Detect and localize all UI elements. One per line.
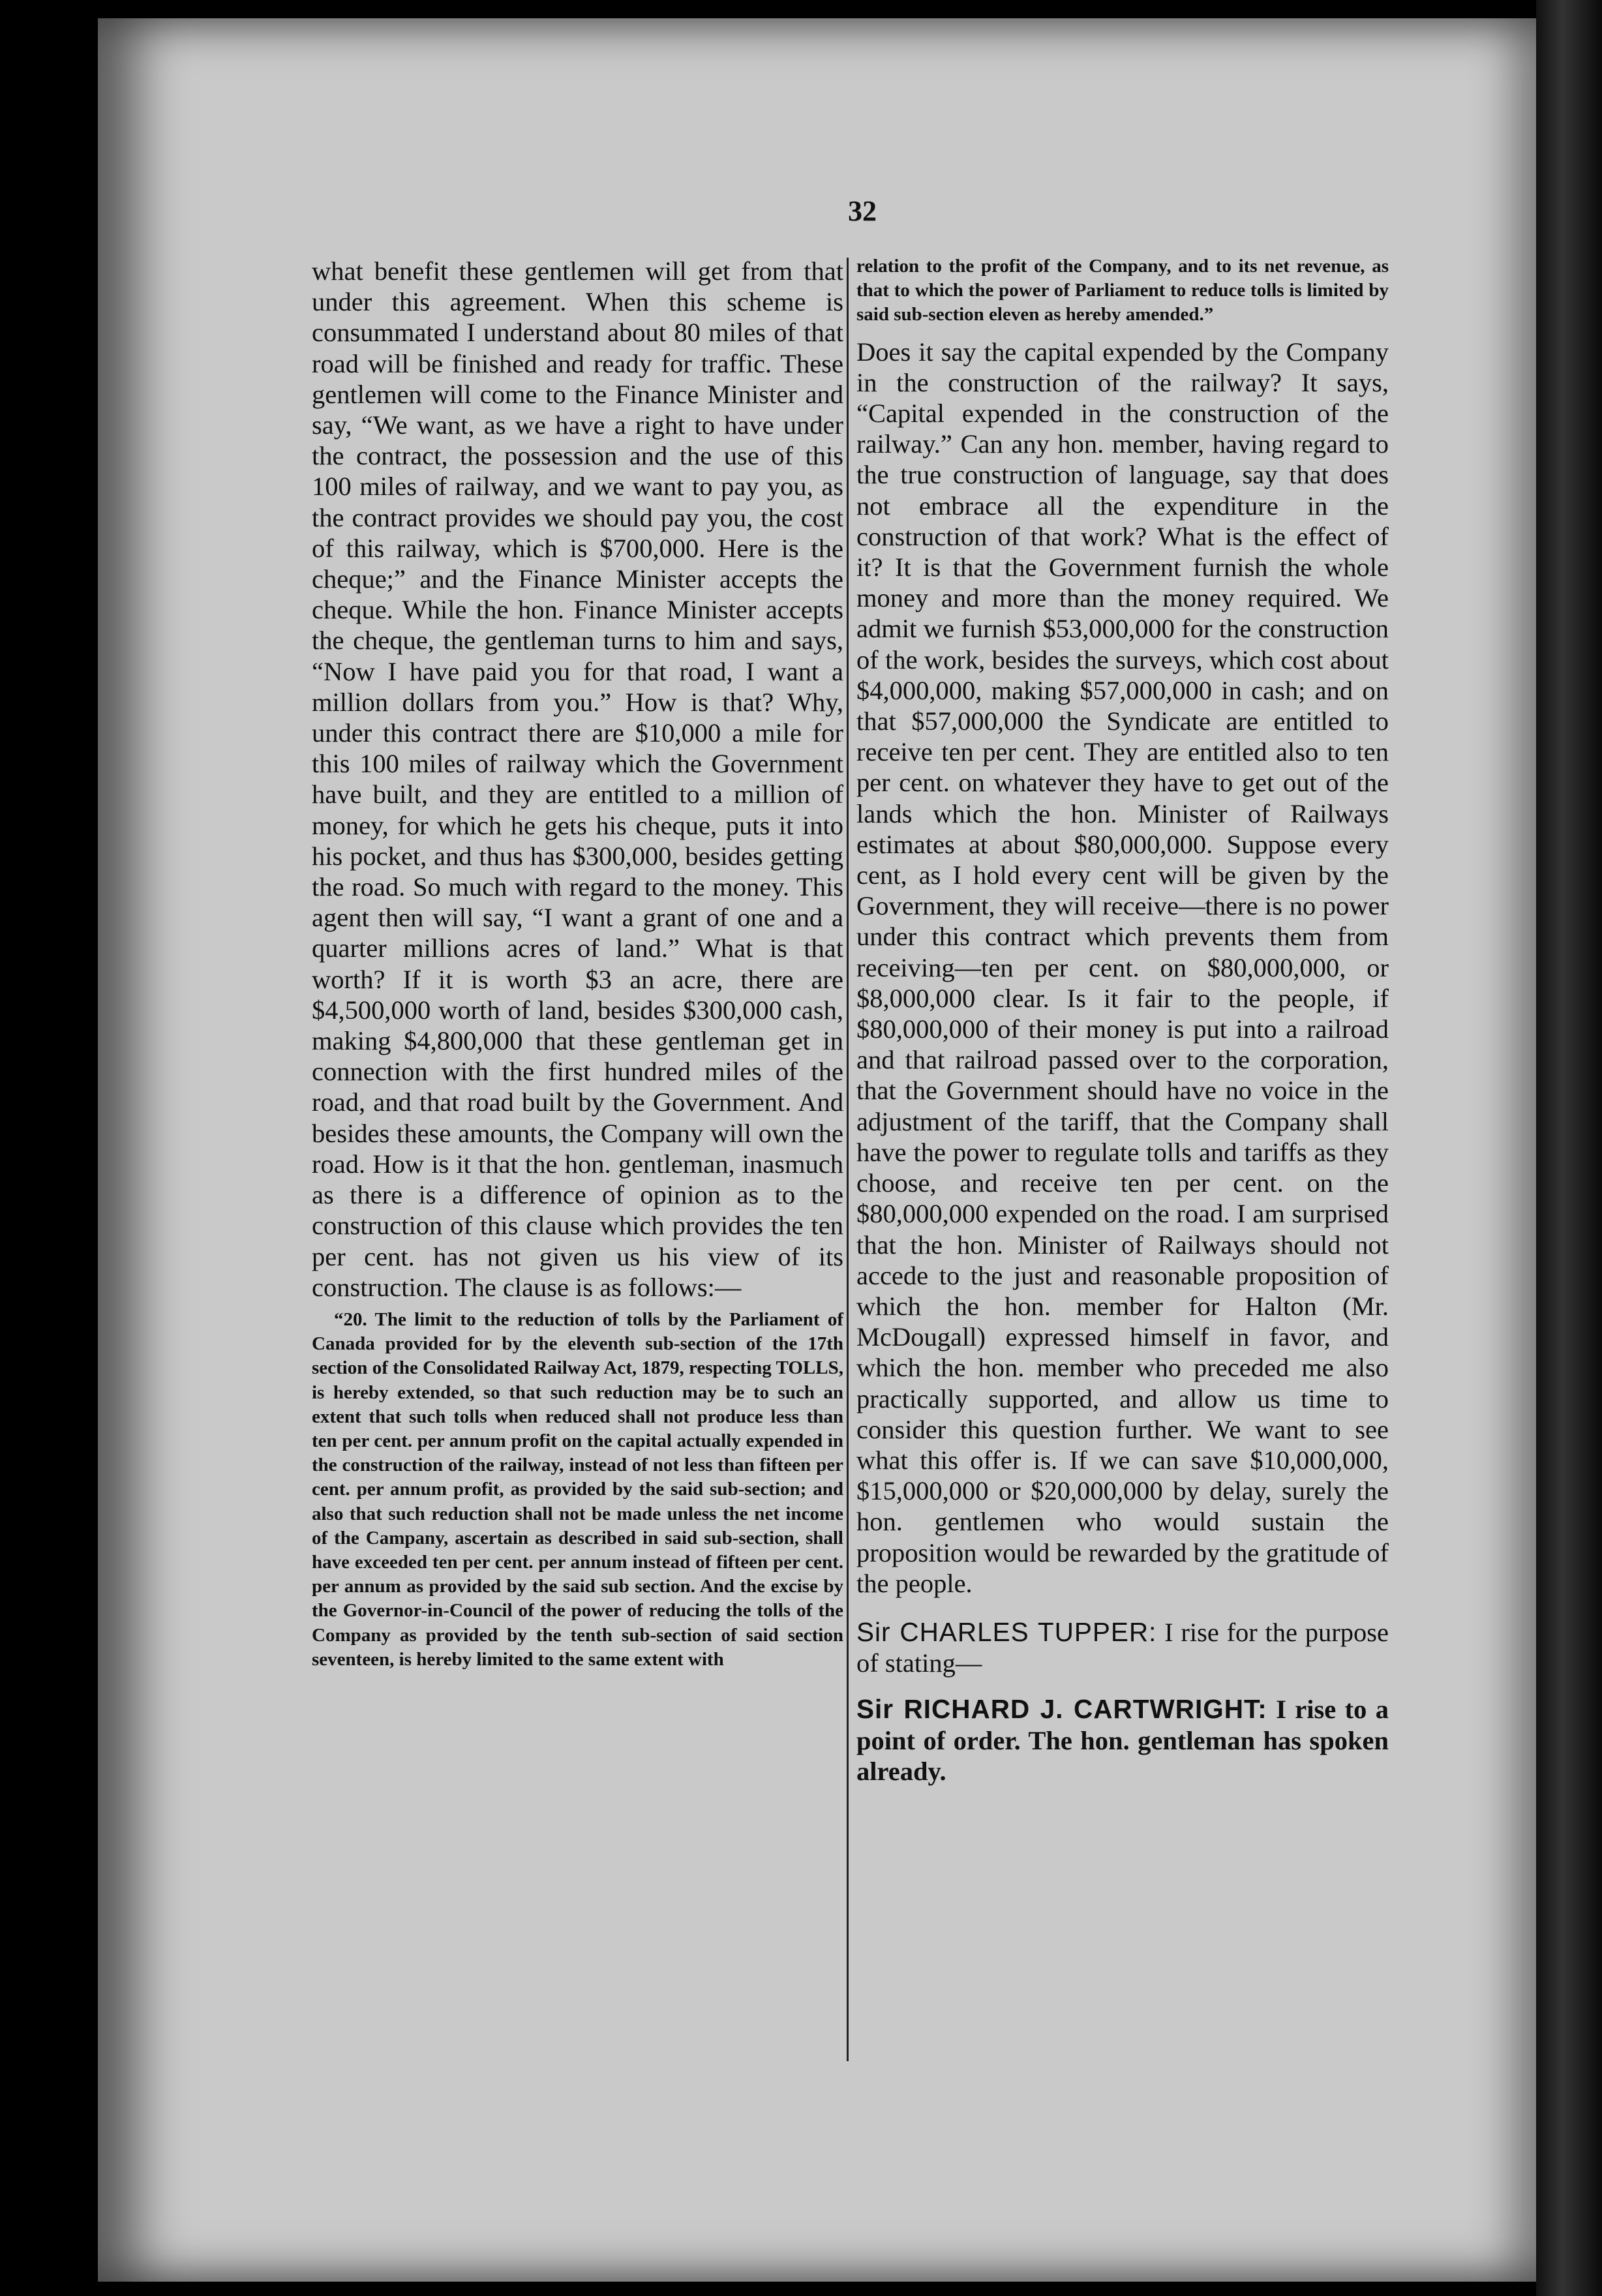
speech-cartwright	[856, 1694, 1389, 1787]
left-quoted-clause: “20. The limit to the reduction of tolls by the Parliament of Canada provided for by the eleventh sub-section of the 17th section of the Consolidated Railway Act, 1879, respecting TOLLS, is hereby extended, so that such reduction may be to such an extent that such tolls when reduced shall not produce less than ten per cent. per annum profit on the capital actually expended in the construction of the railway, instead of not less than fifteen per cent. per annum profit, as provided by the said sub-section; and also that such reduction shall not be made unless the net income of the Campany, ascertain as described in said sub-section, shall have exceeded ten per cent. per annum instead of fifteen per cent. per annum as provided by the said sub section. And the excise by the Governor-in-Council of the power of reducing the tolls of the Company as provided by the tenth sub-section of said section seventeen, is hereby limited to the same extent with	[312, 1308, 843, 1670]
right-body-text: Does it say the capital expended by the Company in the construction of the railway? It says, “Capital expended in the construction of the railway.” Can any hon. member, having regard to the true construction of language, say that does not embrace all the expenditure in the construction of that work? What is the effect of it? It is that the Government furnish the whole money and more than the money required. We admit we furnish $53,000,000 for the construction of the work, besides the surveys, which cost about $4,000,000, making $57,000,000 in cash; and on that $57,000,000 the Syndicate are entitled to receive ten per cent. They are entitled also to ten per cent. on whatever they have to get out of the lands which the hon. Minister of Railways estimates at about $80,000,000. Suppose every cent, as I hold every cent will be given by the Government, they will receive—there is no power under this contract which prevents them from receiving—ten per cent. on $80,000,000, or $8,000,000 clear. Is it fair to the people, if $80,000,000 of their money is put into a railroad and that railroad passed over to the corporation, that the Government should have no voice in the adjustment of the tariff, that the Company shall have the power to regulate tolls and tariffs as they choose, and receive ten per cent. on the $80,000,000 expended on the road. I am surprised that the hon. Minister of Railways should not accede to the just and reasonable proposition of which the hon. member for Halton (Mr. McDougall) expressed himself in favor, and which the hon. member who preceded me also practically supported, and allow us time to consider this question further. We want to see what this offer is. If we can save $10,000,000, $15,000,000 or $20,000,000 by delay, surely the hon. gentlemen who would sustain the proposition would be rewarded by the gratitude of the people.	[856, 337, 1389, 1598]
page-number: 32	[848, 195, 877, 227]
right-quoted-clause: relation to the profit of the Company, and to its net revenue, as that to which the power of Parliament to reduce tolls is limited by said sub-section eleven as hereby amended.”	[856, 256, 1389, 325]
book-edge	[1536, 0, 1602, 2296]
speaker-name-cartwright: Sir RICHARD J. CARTWRIGHT:	[856, 1694, 1267, 1725]
speaker-name-tupper: Sir CHARLES TUPPER:	[856, 1616, 1157, 1647]
column-divider	[847, 258, 849, 2061]
left-column	[312, 256, 843, 1672]
left-body-text: what benefit these gentlemen will get from that under this agreement. When this scheme is consummated I understand about 80 miles of that road will be finished and ready for traffic. These gentlemen will come to the Finance Minister and say, “We want, as we have a right to have under the contract, the possession and the use of this 100 miles of railway, and we want to pay you, as the contract provides we should pay you, the cost of this railway, which is $700,000. Here is the cheque;” and the Finance Minister accepts the cheque. While the hon. Finance Minister accepts the cheque, the gentleman turns to him and says, “Now I have paid you for that road, I want a million dollars from you.” How is that? Why, under this contract there are $10,000 a mile for this 100 miles of railway which the Government have built, and they are entitled to a million of money, for which he gets his cheque, puts it into his pocket, and thus has $300,000, besides getting the road. So much with regard to the money. This agent then will say, “I want a grant of one and a quarter millions acres of land.” What is that worth? If it is worth $3 an acre, there are $4,500,000 worth of land, besides $300,000 cash, making $4,800,000 that these gentleman get in connection with the first hundred miles of the road, and that road built by the Government. And besides these amounts, the Company will own the road. How is it that the hon. gentleman, inasmuch as there is a difference of opinion as to the construction of this clause which provides the ten per cent. has not given us his view of its construction. The clause is as follows:—	[312, 256, 843, 1302]
right-column	[856, 256, 1389, 1787]
speech-text-cartwright: I rise to a point of order. The hon. gentleman has spoken already.	[856, 1695, 1389, 1786]
speech-tupper	[856, 1617, 1389, 1678]
speech-text-tupper: I rise for the purpose of stating—	[856, 1617, 1389, 1678]
